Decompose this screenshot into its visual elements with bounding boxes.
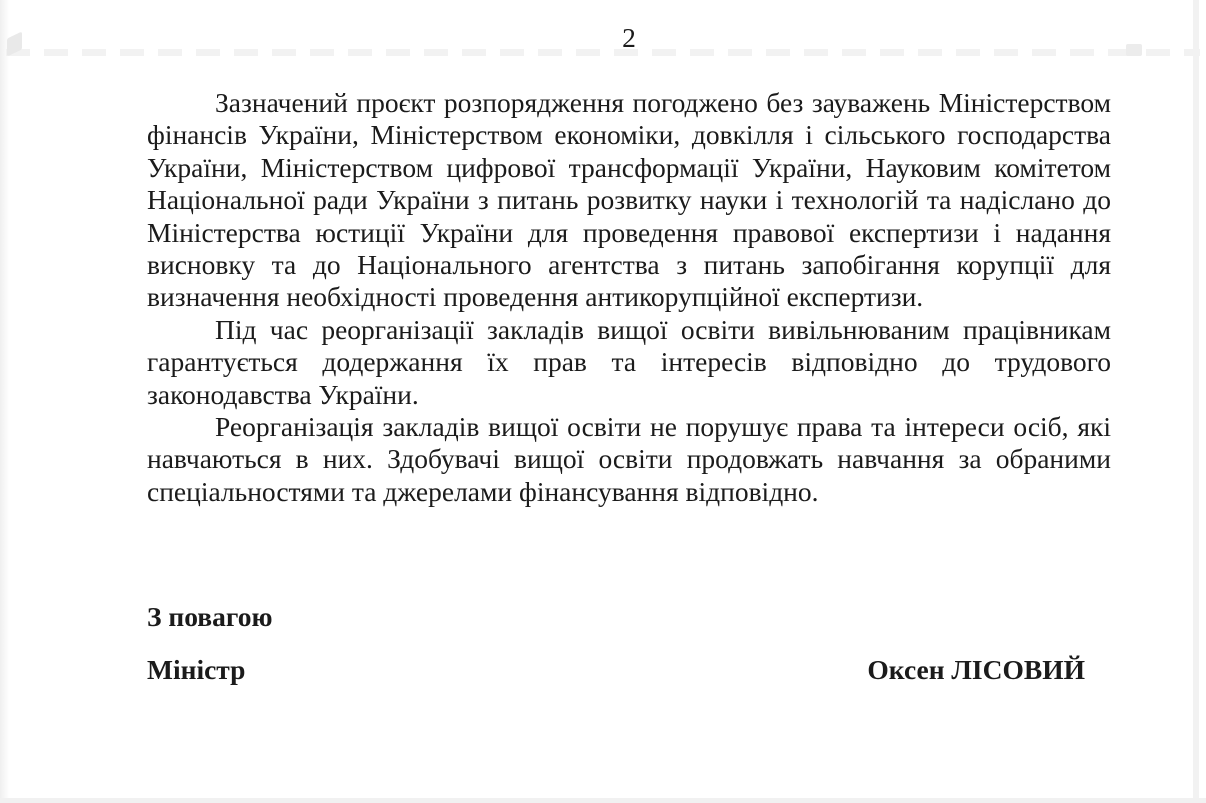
signer-name: Оксен ЛІСОВИЙ xyxy=(867,654,1085,685)
page-number: 2 xyxy=(622,22,636,53)
paragraph-approvals: Зазначений проєкт розпорядження погоджено без зауважень Міністерством фінансів України, Міністерством економіки, довкілля і сільського господарства України, Міністерством цифрової трансформації України, Науковим комітетом Національної ради України з питань розвитку науки і технологій та надіслано до Міністерства юстиції України для проведення правової експертизи і надання висновку та до Національного агентства з питань запобігання корупції для визначення необхідності проведення антикорупційної експертизи. xyxy=(147,87,1111,313)
closing-salutation: З повагою xyxy=(147,601,273,632)
signature-row xyxy=(147,654,1111,686)
document-body xyxy=(147,87,1111,508)
scan-artifact-right-smudge xyxy=(1126,44,1142,56)
paragraph-student-rights: Реорганізація закладів вищої освіти не порушує права та інтереси осіб, які навчаються в них. Здобувачі вищої освіти продовжать навчання за обраними спеціальностями та джерелами фінансування відповідно. xyxy=(147,411,1111,507)
scan-edge-bottom xyxy=(0,798,1206,803)
scan-edge-right xyxy=(1193,0,1199,803)
scan-edge-left xyxy=(0,0,9,803)
signer-title: Міністр xyxy=(147,654,246,685)
paragraph-employee-rights: Під час реорганізації закладів вищої освіти вивільнюваним працівникам гарантується додержання їх прав та інтересів відповідно до трудового законодавства України. xyxy=(147,313,1111,410)
